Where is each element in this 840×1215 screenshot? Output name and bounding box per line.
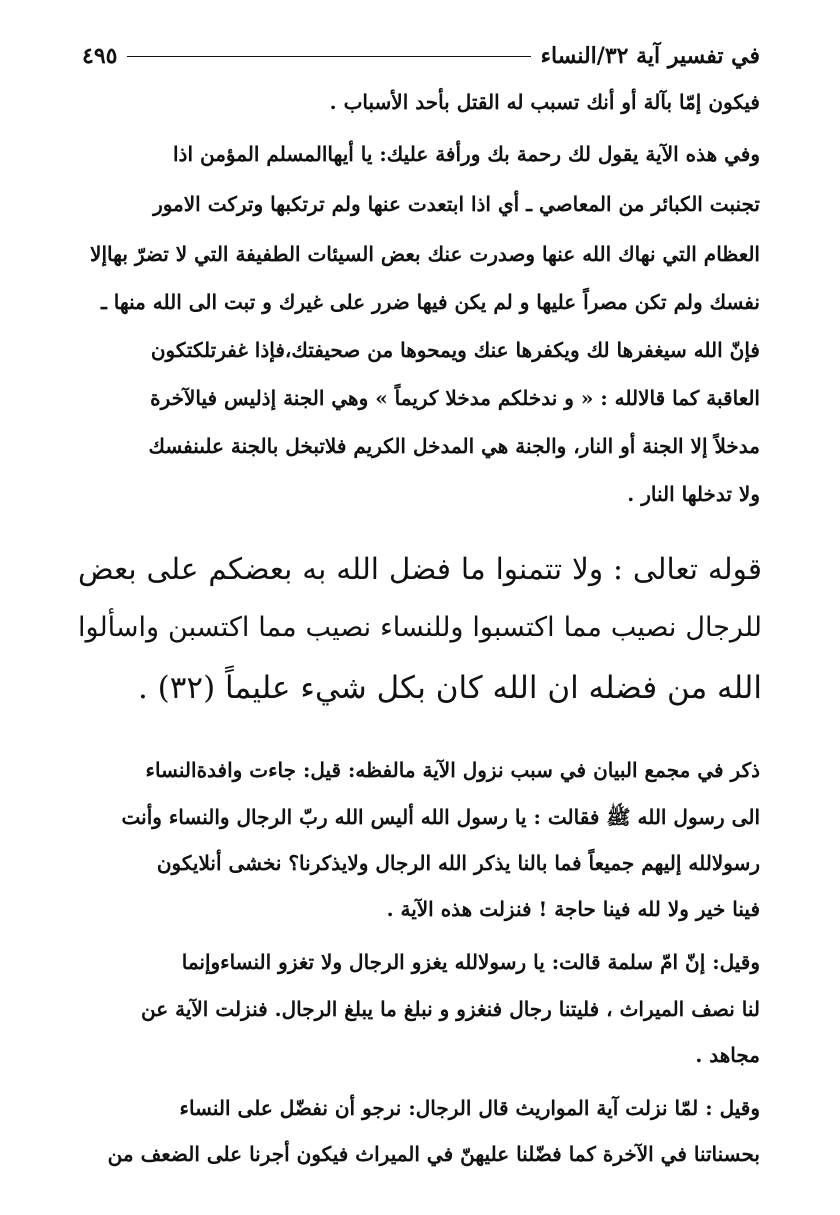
verse-line: قوله تعالى : ولا تتمنوا ما فضل الله به بعضكم على بعض — [78, 552, 762, 586]
text-line: وقيل: إنّ امّ سلمة قالت: يا رسولالله يغزو الرجال ولا تغزو النساءوإنما — [181, 950, 760, 974]
text-line: الى رسول الله ﷺ فقالت : يا رسول الله أليس الله ربّ الرجال والنساء وأنت — [121, 805, 760, 829]
text-line: تجنبت الكبائر من المعاصي ـ أي اذا ابتعدت عنها ولم ترتكبها وتركت الامور — [153, 192, 760, 216]
verse-line: الله من فضله ان الله كان بكل شيء عليماً (٣٢) . — [137, 670, 762, 706]
text-line: العاقبة كما قالالله : « و ندخلكم مدخلا كريماً » وهي الجنة إذليس فيالآخرة — [150, 386, 760, 410]
text-line: فيكون إمّا بآلة أو أنك تسبب له القتل بأحد الأسباب . — [329, 90, 760, 114]
verse-line: للرجال نصيب مما اكتسبوا وللنساء نصيب مما اكتسبن واسألوا — [78, 612, 762, 643]
page-number: ٤٩٥ — [82, 43, 118, 69]
text-line: لنا نصف الميراث ، فليتنا رجال فنغزو و نبلغ ما يبلغ الرجال. فنزلت الآية عن — [140, 997, 760, 1021]
text-line: وفي هذه الآية يقول لك رحمة بك ورأفة عليك: يا أيهاالمسلم المؤمن اذا — [172, 142, 760, 166]
text-line: العظام التي نهاك الله عنها وصدرت عنك بعض السيئات الطفيفة التي لا تضرّ بهاإلا — [90, 242, 760, 266]
text-line: وقيل : لمّا نزلت آية المواريث قال الرجال: نرجو أن نفضّل على النساء — [179, 1096, 760, 1120]
running-title: في تفسير آية ٣٢/النساء — [540, 43, 760, 69]
text-line: مدخلاً إلا الجنة أو النار، والجنة هي المدخل الكريم فلاتبخل بالجنة علىنفسك — [148, 434, 760, 458]
page-header — [82, 36, 760, 76]
text-line: فإنّ الله سيغفرها لك ويكفرها عنك ويمحوها من صحيفتك،فإذا غفرتلكتكون — [150, 338, 760, 362]
text-line: ولا تدخلها النار . — [627, 482, 760, 506]
text-line: رسولالله إليهم جميعاً فما بالنا يذكر الله الرجال ولايذكرنا؟ نخشى أنلايكون — [156, 851, 760, 875]
text-line: بحسناتنا في الآخرة كما فضّلنا عليهنّ في الميراث فيكون أجرنا على الضعف من — [107, 1142, 760, 1166]
text-line: مجاهد . — [695, 1043, 760, 1067]
text-line: فينا خير ولا لله فينا حاجة ! فنزلت هذه الآية . — [386, 897, 760, 921]
text-line: ذكر في مجمع البيان في سبب نزول الآية مالفظه: قيل: جاءت وافدةالنساء — [145, 758, 760, 782]
header-rule — [127, 56, 530, 57]
text-line: نفسك ولم تكن مصراً عليها و لم يكن فيها ضرر على غيرك و تبت الى الله منها ـ — [100, 290, 760, 314]
